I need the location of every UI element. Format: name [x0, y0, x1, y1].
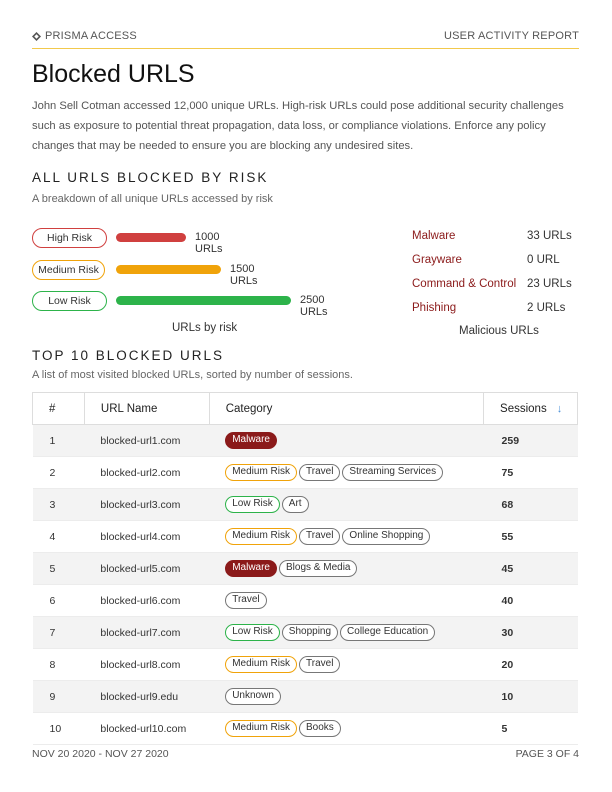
url-name: blocked-url7.com — [84, 617, 209, 649]
malicious-count: 23 URLs — [527, 278, 572, 290]
malicious-type: Command & Control — [412, 278, 517, 290]
malicious-caption: Malicious URLs — [459, 325, 539, 337]
row-number: 7 — [33, 617, 85, 649]
prisma-logo-icon — [32, 32, 41, 41]
sessions-header-label: Sessions — [500, 402, 547, 415]
table-row[interactable] — [33, 457, 578, 489]
url-name: blocked-url6.com — [84, 585, 209, 617]
category-cell — [209, 425, 483, 457]
table-row[interactable] — [33, 585, 578, 617]
col-header-url: URL Name — [84, 393, 209, 425]
category-cell — [209, 521, 483, 553]
col-header-num: # — [33, 393, 85, 425]
category-tag: Online Shopping — [342, 528, 430, 545]
page-title: Blocked URLS — [32, 60, 195, 88]
risk-bar — [116, 265, 221, 274]
url-name: blocked-url2.com — [84, 457, 209, 489]
report-title: USER ACTIVITY REPORT — [443, 30, 579, 42]
row-number: 8 — [33, 649, 85, 681]
url-name: blocked-url9.edu — [84, 681, 209, 713]
category-tag: Art — [282, 496, 309, 513]
table-body — [33, 425, 578, 745]
malicious-count: 33 URLs — [527, 230, 572, 242]
row-number: 10 — [33, 713, 85, 745]
url-name: blocked-url10.com — [84, 713, 209, 745]
table-row[interactable] — [33, 713, 578, 745]
category-tag: Blogs & Media — [279, 560, 357, 577]
risk-section-subtitle: A breakdown of all unique URLs accessed by risk — [32, 193, 273, 205]
session-count: 30 — [484, 617, 578, 649]
session-count: 10 — [484, 681, 578, 713]
category-cell — [209, 553, 483, 585]
session-count: 55 — [484, 521, 578, 553]
category-tag: Medium Risk — [225, 464, 297, 481]
row-number: 5 — [33, 553, 85, 585]
table-row[interactable] — [33, 617, 578, 649]
intro-paragraph: John Sell Cotman accessed 12,000 unique URLs. High-risk URLs could pose additional security challenges such as exposure to potential threat propagation, data loss, or compliance violations. Enforce any policy changes that may be needed to ensure you are blocking any undesired sites. — [32, 100, 564, 152]
risk-section-title: ALL URLS BLOCKED BY RISK — [32, 170, 269, 185]
page-number: PAGE 3 OF 4 — [515, 748, 579, 760]
col-header-sessions[interactable] — [484, 393, 578, 425]
category-cell — [209, 617, 483, 649]
row-number: 4 — [33, 521, 85, 553]
top10-subtitle: A list of most visited blocked URLs, sorted by number of sessions. — [32, 369, 353, 381]
malicious-count: 2 URLs — [527, 302, 566, 314]
malicious-type: Malware — [412, 230, 456, 242]
sort-down-icon[interactable]: ↓ — [556, 402, 563, 415]
url-name: blocked-url8.com — [84, 649, 209, 681]
risk-bar-value-label: 2500 URLs — [300, 294, 328, 318]
malicious-type: Grayware — [412, 254, 462, 266]
url-name: blocked-url3.com — [84, 489, 209, 521]
risk-category-label: Low Risk — [32, 291, 107, 311]
category-tag: Medium Risk — [225, 528, 297, 545]
table-row[interactable] — [33, 489, 578, 521]
table-header-row — [33, 393, 578, 425]
report-header — [32, 30, 579, 49]
category-cell — [209, 681, 483, 713]
row-number: 3 — [33, 489, 85, 521]
session-count: 259 — [484, 425, 578, 457]
table-row[interactable] — [33, 681, 578, 713]
session-count: 68 — [484, 489, 578, 521]
category-tag: College Education — [340, 624, 435, 641]
chart-caption: URLs by risk — [172, 322, 238, 334]
risk-category-label: High Risk — [32, 228, 107, 248]
row-number: 2 — [33, 457, 85, 489]
table-row[interactable] — [33, 649, 578, 681]
session-count: 20 — [484, 649, 578, 681]
top10-table — [32, 392, 578, 745]
category-cell — [209, 649, 483, 681]
date-range: NOV 20 2020 - NOV 27 2020 — [32, 748, 169, 760]
category-tag: Low Risk — [225, 496, 280, 513]
category-tag: Travel — [299, 528, 340, 545]
risk-bar — [116, 233, 186, 242]
row-number: 6 — [33, 585, 85, 617]
brand-name: PRISMA ACCESS — [45, 30, 137, 42]
session-count: 40 — [484, 585, 578, 617]
category-tag: Streaming Services — [342, 464, 443, 481]
category-cell — [209, 489, 483, 521]
malicious-type: Phishing — [412, 302, 457, 314]
category-cell — [209, 585, 483, 617]
category-cell — [209, 713, 483, 745]
url-name: blocked-url4.com — [84, 521, 209, 553]
category-tag: Malware — [225, 432, 277, 449]
table-row[interactable] — [33, 521, 578, 553]
brand — [32, 30, 137, 42]
risk-bar-value-label: 1000 URLs — [195, 231, 223, 255]
session-count: 45 — [484, 553, 578, 585]
category-tag: Travel — [299, 656, 340, 673]
row-number: 9 — [33, 681, 85, 713]
risk-bar — [116, 296, 291, 305]
table-row[interactable] — [33, 425, 578, 457]
col-header-category: Category — [209, 393, 483, 425]
category-tag: Malware — [225, 560, 277, 577]
malicious-count: 0 URL — [527, 254, 560, 266]
category-cell — [209, 457, 483, 489]
row-number: 1 — [33, 425, 85, 457]
category-tag: Travel — [299, 464, 340, 481]
risk-bar-value-label: 1500 URLs — [230, 263, 258, 287]
url-name: blocked-url1.com — [84, 425, 209, 457]
category-tag: Shopping — [282, 624, 338, 641]
category-tag: Low Risk — [225, 624, 280, 641]
category-tag: Books — [299, 720, 341, 737]
category-tag: Unknown — [225, 688, 281, 705]
report-footer — [32, 748, 579, 760]
top10-title: TOP 10 BLOCKED URLS — [32, 348, 225, 363]
category-tag: Travel — [225, 592, 266, 609]
session-count: 5 — [484, 713, 578, 745]
session-count: 75 — [484, 457, 578, 489]
url-name: blocked-url5.com — [84, 553, 209, 585]
category-tag: Medium Risk — [225, 656, 297, 673]
risk-category-label: Medium Risk — [32, 260, 105, 280]
table-row[interactable] — [33, 553, 578, 585]
category-tag: Medium Risk — [225, 720, 297, 737]
report-page — [32, 0, 579, 792]
